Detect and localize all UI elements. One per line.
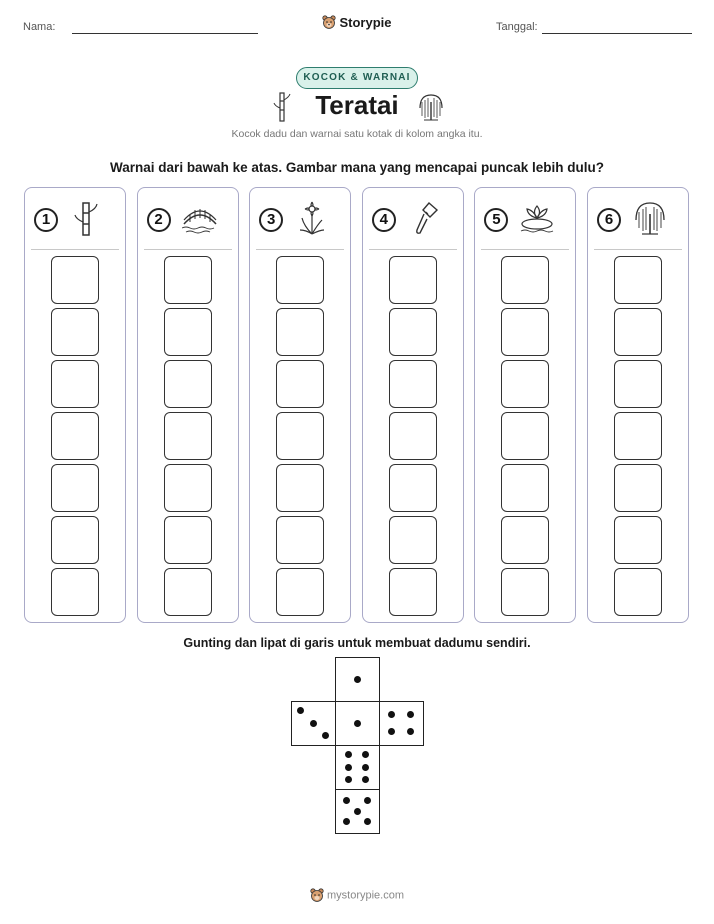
color-box[interactable]: [51, 308, 99, 356]
column-6: [587, 187, 689, 623]
die-pip: [297, 707, 304, 714]
column-number: 4: [372, 208, 396, 232]
color-box[interactable]: [51, 360, 99, 408]
column-header: [588, 188, 688, 250]
color-box[interactable]: [501, 464, 549, 512]
subtitle: Kocok dadu dan warnai satu kotak di kolom angka itu.: [231, 128, 483, 140]
color-box[interactable]: [614, 256, 662, 304]
column-3: [249, 187, 351, 623]
color-box[interactable]: [614, 360, 662, 408]
page-title: Teratai: [315, 90, 399, 120]
column-divider: [256, 249, 344, 250]
lotus-icon: [519, 200, 555, 238]
color-box[interactable]: [164, 360, 212, 408]
die-pip: [354, 720, 361, 727]
column-number: 1: [34, 208, 58, 232]
column-number: 2: [147, 208, 171, 232]
die-pip: [362, 776, 369, 783]
color-box[interactable]: [614, 568, 662, 616]
column-header: [475, 188, 575, 250]
column-number: 5: [484, 208, 508, 232]
color-box[interactable]: [614, 516, 662, 564]
color-box[interactable]: [501, 256, 549, 304]
brand-name: Storypie: [339, 15, 392, 31]
color-box[interactable]: [164, 516, 212, 564]
bear-logo-icon: [322, 15, 336, 30]
die-pip: [345, 776, 352, 783]
color-box[interactable]: [501, 360, 549, 408]
die-face-5: [335, 789, 380, 834]
column-divider: [144, 249, 232, 250]
color-box[interactable]: [51, 256, 99, 304]
color-box[interactable]: [164, 568, 212, 616]
die-pip: [407, 728, 414, 735]
die-pip: [322, 732, 329, 739]
color-box[interactable]: [276, 412, 324, 460]
color-box[interactable]: [276, 360, 324, 408]
color-box[interactable]: [164, 464, 212, 512]
color-box[interactable]: [501, 516, 549, 564]
footer: [0, 888, 714, 903]
die-face-1: [335, 657, 380, 702]
column-2: [137, 187, 239, 623]
color-box[interactable]: [389, 256, 437, 304]
bridge-icon: [182, 200, 218, 238]
color-box[interactable]: [164, 256, 212, 304]
date-field-line[interactable]: [542, 33, 692, 34]
die-pip: [343, 797, 350, 804]
die-pip: [388, 728, 395, 735]
die-face-3: [291, 701, 336, 746]
footer-url: mystorypie.com: [326, 889, 405, 902]
willow-tree-icon: [632, 200, 668, 238]
die-pip: [364, 797, 371, 804]
column-5: [474, 187, 576, 623]
color-box[interactable]: [164, 308, 212, 356]
column-header: [250, 188, 350, 250]
color-box[interactable]: [389, 360, 437, 408]
color-box[interactable]: [51, 568, 99, 616]
die-pip: [345, 764, 352, 771]
column-1: [24, 187, 126, 623]
color-box[interactable]: [501, 568, 549, 616]
bamboo-icon: [69, 200, 105, 238]
die-pip: [362, 751, 369, 758]
name-label: Nama:: [23, 21, 56, 33]
color-box[interactable]: [501, 308, 549, 356]
color-box[interactable]: [276, 256, 324, 304]
die-pip: [388, 711, 395, 718]
column-number: 6: [597, 208, 621, 232]
brand-logo: [0, 14, 714, 30]
color-box[interactable]: [276, 516, 324, 564]
die-face-1: [335, 701, 380, 746]
cut-instruction: Gunting dan lipat di garis untuk membuat dadumu sendiri.: [183, 636, 531, 650]
instruction: Warnai dari bawah ke atas. Gambar mana yang mencapai puncak lebih dulu?: [110, 160, 604, 175]
column-header: [363, 188, 463, 250]
paintbrush-icon: [407, 200, 443, 238]
die-pip: [310, 720, 317, 727]
color-box[interactable]: [51, 464, 99, 512]
daffodil-icon: [294, 200, 330, 238]
color-box[interactable]: [389, 464, 437, 512]
die-face-6: [335, 745, 380, 790]
color-box[interactable]: [276, 308, 324, 356]
color-box[interactable]: [389, 412, 437, 460]
color-box[interactable]: [389, 308, 437, 356]
name-field-line[interactable]: [72, 33, 258, 34]
die-pip: [345, 751, 352, 758]
color-box[interactable]: [389, 516, 437, 564]
column-header: [25, 188, 125, 250]
column-divider: [31, 249, 119, 250]
die-face-4: [379, 701, 424, 746]
column-divider: [594, 249, 682, 250]
color-box[interactable]: [51, 412, 99, 460]
color-box[interactable]: [276, 464, 324, 512]
color-box[interactable]: [614, 464, 662, 512]
die-pip: [407, 711, 414, 718]
color-box[interactable]: [164, 412, 212, 460]
color-box[interactable]: [614, 308, 662, 356]
die-pip: [354, 676, 361, 683]
column-number: 3: [259, 208, 283, 232]
column-divider: [369, 249, 457, 250]
date-label: Tanggal:: [496, 21, 538, 33]
die-pip: [354, 808, 361, 815]
color-box[interactable]: [614, 412, 662, 460]
die-pip: [362, 764, 369, 771]
column-header: [138, 188, 238, 250]
color-box[interactable]: [51, 516, 99, 564]
die-pip: [343, 818, 350, 825]
category-badge: KOCOK & WARNAI: [296, 67, 418, 89]
column-4: [362, 187, 464, 623]
bear-logo-icon: [310, 888, 324, 903]
color-box[interactable]: [501, 412, 549, 460]
color-box[interactable]: [276, 568, 324, 616]
color-box[interactable]: [389, 568, 437, 616]
die-pip: [364, 818, 371, 825]
column-divider: [481, 249, 569, 250]
willow-tree-icon: [416, 92, 446, 122]
